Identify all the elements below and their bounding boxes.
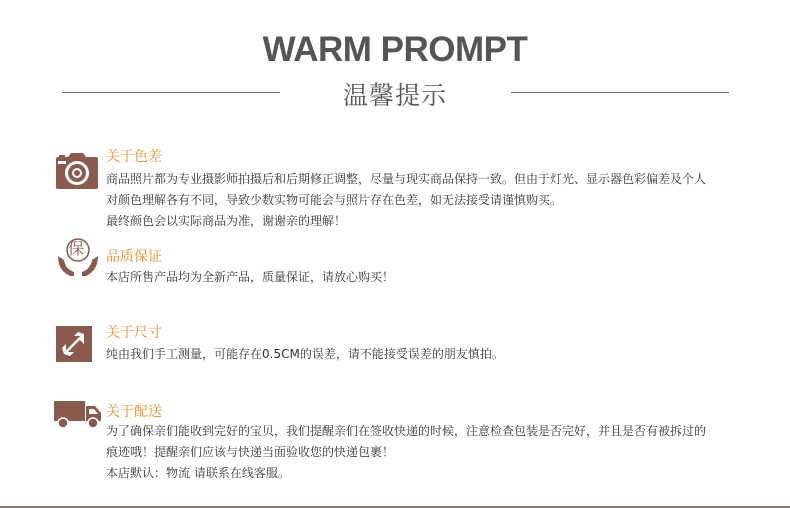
section-title: 品质保证 [106, 249, 162, 265]
delivery-truck-icon [54, 401, 102, 441]
quality-guarantee-icon [54, 236, 102, 276]
section-text-line: 痕迹哦！提醒亲们应该与快递当面验收您的快递包裹！ [106, 445, 395, 459]
section-text-line: 商品照片都为专业摄影师拍摄后和后期修正调整，尽量与现实商品保持一致。但由于灯光、显示器色彩偏差及个人 [106, 172, 707, 186]
section-body [106, 344, 776, 365]
section-text-line: 最终颜色会以实际商品为准，谢谢亲的理解！ [106, 214, 347, 228]
section-quality-guarantee [54, 239, 774, 294]
section-color-difference [54, 146, 774, 236]
title-chinese-row [0, 76, 790, 110]
section-text-line: 为了确保亲们能收到完好的宝贝，我们提醒亲们在签收快递的时候，注意检查包装是否完好，并且是否有被拆过的 [106, 424, 707, 438]
section-size [54, 322, 774, 372]
section-title: 关于尺寸 [106, 325, 162, 341]
section-title: 关于色差 [106, 149, 162, 165]
section-title: 关于配送 [106, 404, 162, 420]
section-text-line: 本店默认：物流 请联系在线客服。 [106, 466, 290, 480]
section-text-line: 本店所售产品均为全新产品，质量保证，请放心购买！ [106, 270, 395, 284]
section-body [106, 267, 776, 288]
page-title-english: WARM PROMPT [262, 30, 528, 69]
resize-arrow-icon [54, 324, 94, 364]
section-body [106, 421, 776, 484]
title-divider-right [511, 92, 729, 93]
page-title-chinese: 温馨提示 [342, 81, 447, 110]
guarantee-char: 保 [68, 239, 85, 258]
camera-icon [54, 152, 102, 192]
section-body [106, 169, 776, 232]
section-text-line: 纯由我们手工测量，可能存在0.5CM的误差，请不能接受误差的朋友慎拍。 [106, 347, 504, 361]
section-text-line: 对颜色理解各有不同，导致少数实物可能会与照片存在色差，如无法接受请谨慎购买。 [106, 193, 563, 207]
section-delivery [54, 401, 774, 491]
